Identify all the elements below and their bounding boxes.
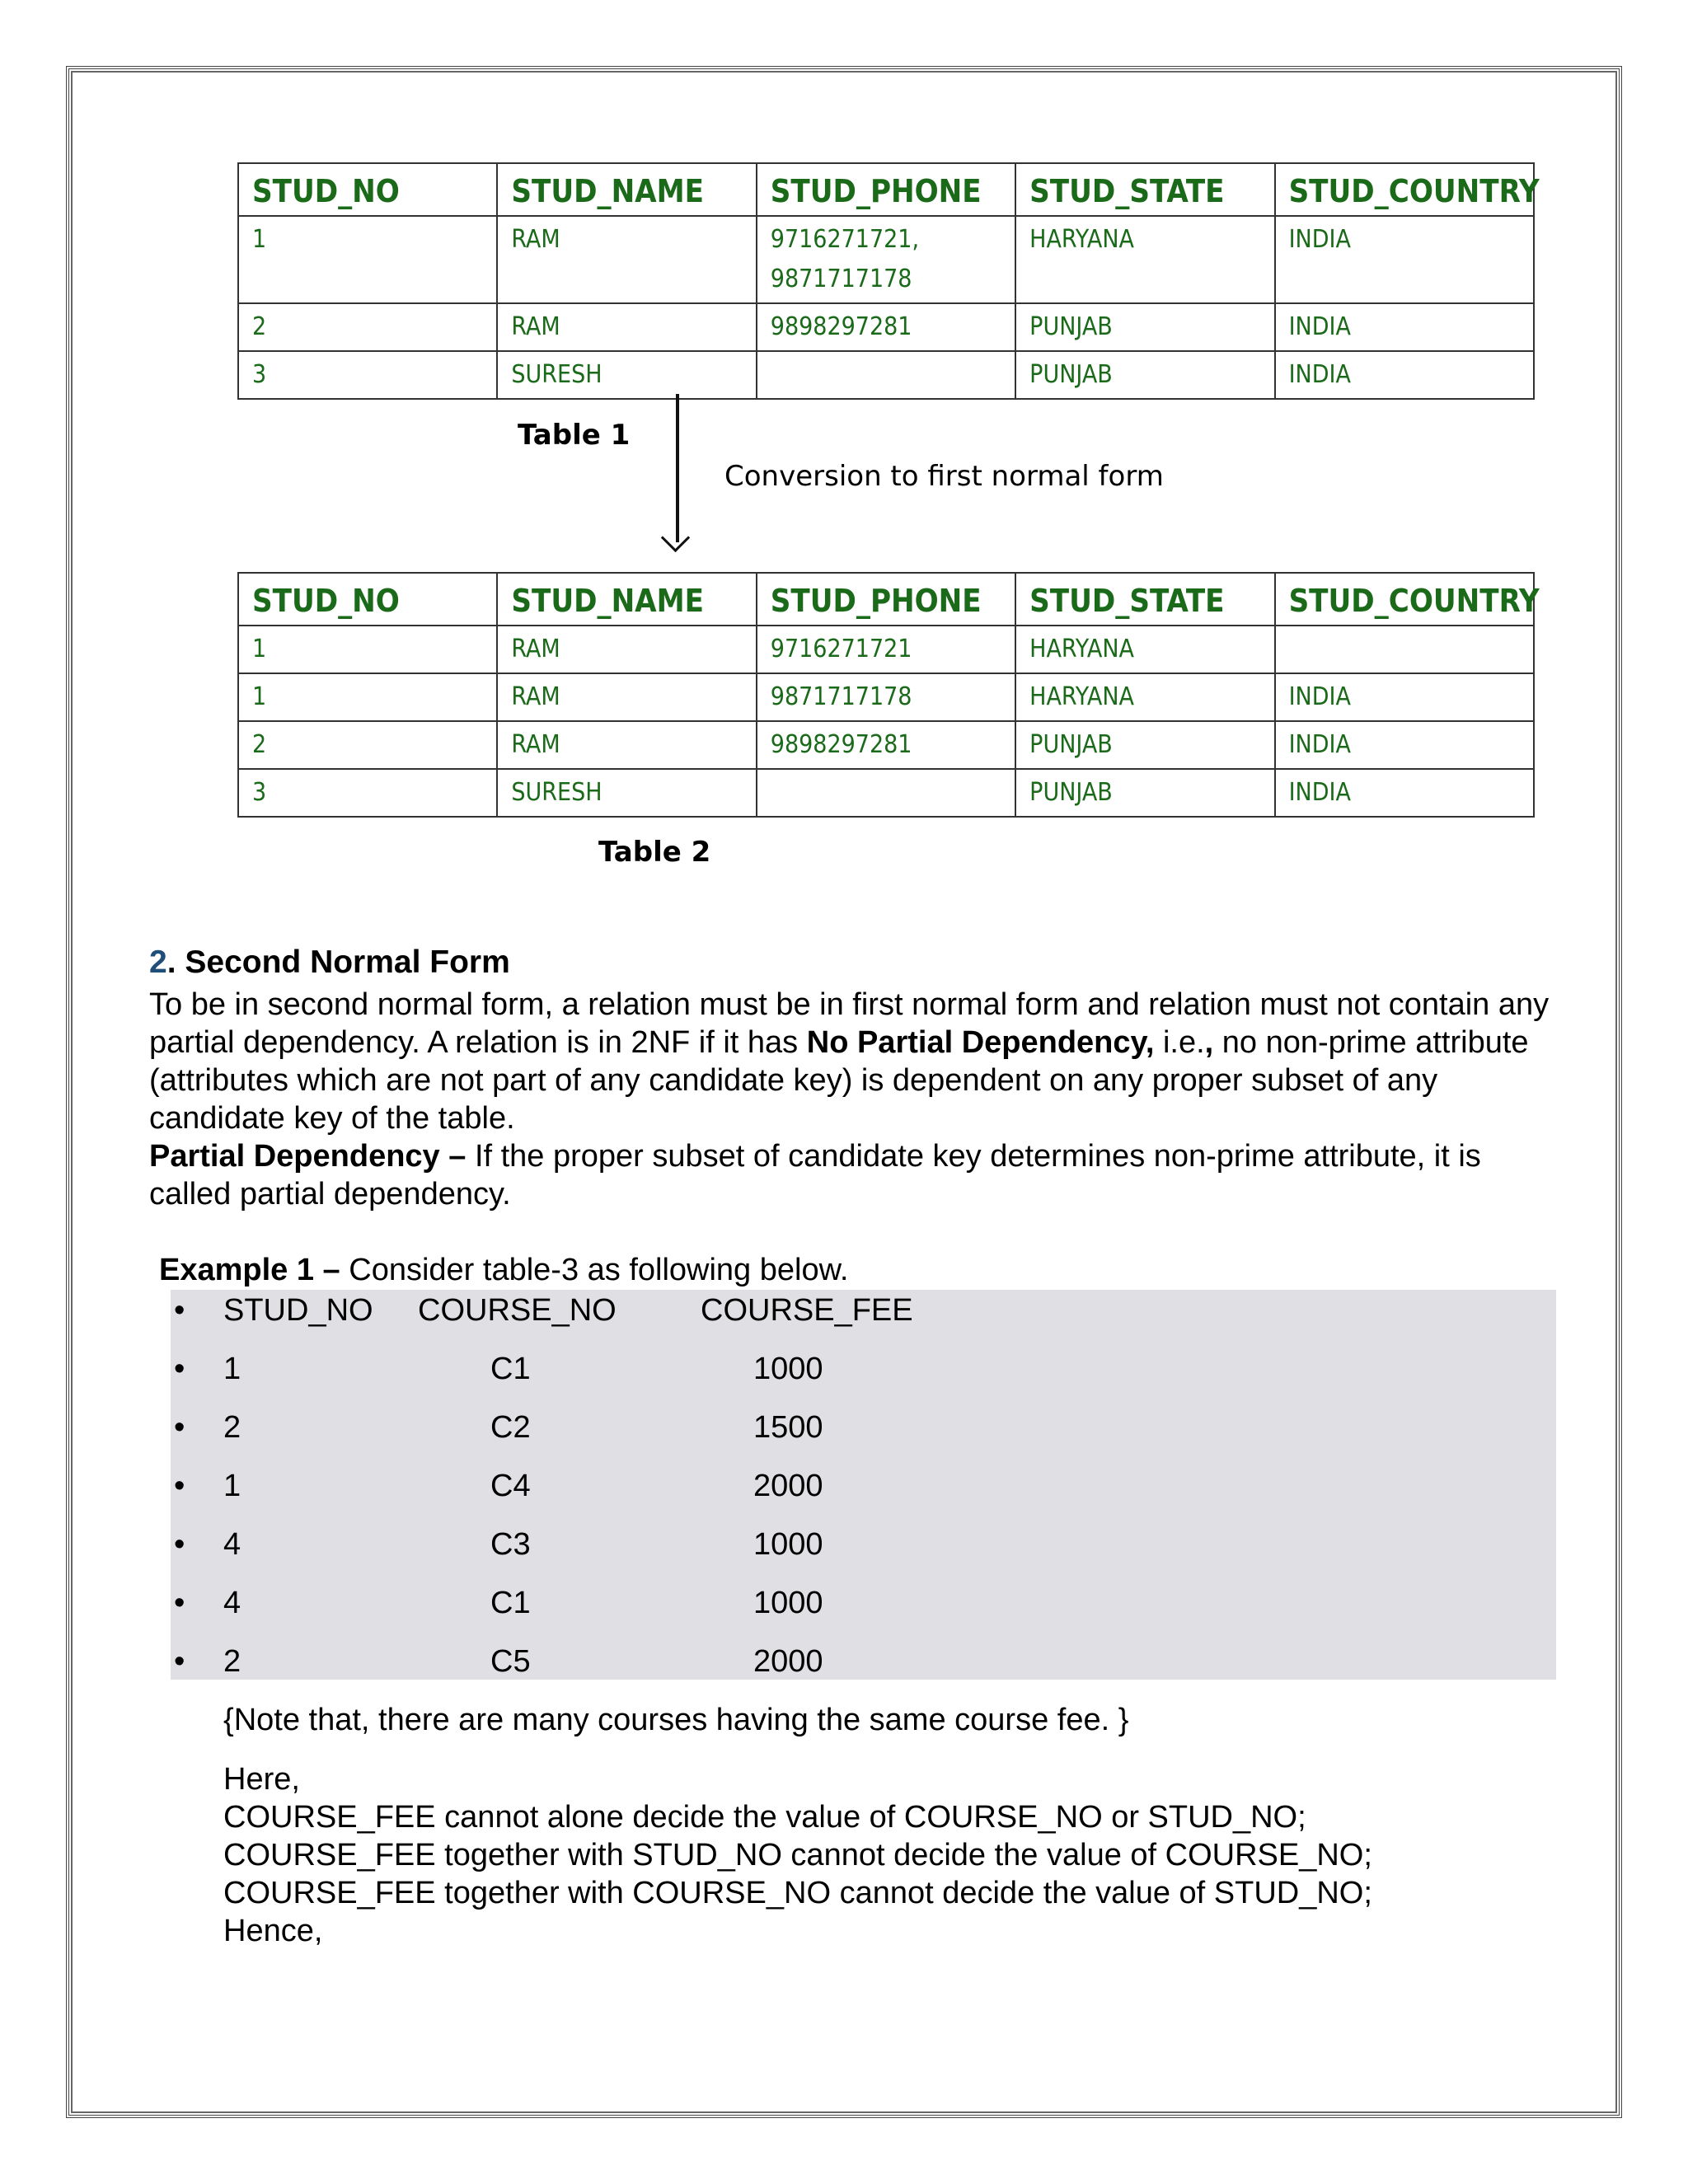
explanation [223, 1760, 1372, 1950]
list-cell: COURSE_FEE [701, 1293, 913, 1328]
bullet-icon: • [174, 1527, 185, 1562]
list-item [171, 1352, 1556, 1410]
text: , [1204, 1025, 1214, 1060]
table-cell: 9898297281 [757, 303, 1015, 351]
explanation-line: COURSE_FEE together with STUD_NO cannot decide the value of COURSE_NO; [223, 1838, 1372, 1872]
table-cell: INDIA [1275, 216, 1534, 303]
list-cell: 4 [223, 1527, 241, 1562]
column-header: STUD_COUNTRY [1275, 573, 1534, 626]
table-cell: RAM [497, 673, 756, 721]
list-cell: 1000 [753, 1527, 823, 1562]
list-cell: 4 [223, 1586, 241, 1620]
list-item [171, 1527, 1556, 1586]
note: {Note that, there are many courses having the same course fee. } [223, 1703, 1129, 1737]
column-header: STUD_STATE [1015, 163, 1274, 216]
list-cell: 1 [223, 1352, 241, 1386]
text: To be in second normal form, a relation must be in first normal form and relation must not contain any partial dependency. A relation is in 2NF if it has [149, 987, 1550, 1060]
table-cell: INDIA [1275, 769, 1534, 817]
list-item [171, 1586, 1556, 1644]
table-cell: INDIA [1275, 721, 1534, 769]
table-cell: 1 [238, 673, 497, 721]
list-cell: 2000 [753, 1469, 823, 1503]
table-row [238, 721, 1534, 769]
text: If the proper subset of candidate key determines non-prime attribute, it is called partial dependency. [149, 1139, 1481, 1212]
table-cell: 9716271721, 9871717178 [757, 216, 1015, 303]
table-cell [757, 351, 1015, 399]
table-row [238, 303, 1534, 351]
term: Partial Dependency – [149, 1139, 475, 1174]
list-cell: STUD_NO [223, 1293, 373, 1328]
list-cell: C1 [490, 1586, 531, 1620]
section-title: . Second Normal Form [166, 944, 510, 980]
table-cell: PUNJAB [1015, 303, 1274, 351]
column-header: STUD_PHONE [757, 163, 1015, 216]
table-cell: INDIA [1275, 303, 1534, 351]
list-cell: COURSE_NO [418, 1293, 617, 1328]
column-header: STUD_NO [238, 163, 497, 216]
example-label: Example 1 – [159, 1253, 349, 1287]
emphasis: No Partial Dependency, [806, 1025, 1155, 1060]
table-row [238, 216, 1534, 303]
list-cell: C1 [490, 1352, 531, 1386]
section-number: 2 [149, 944, 167, 980]
table-cell: RAM [497, 303, 756, 351]
table-cell: 2 [238, 303, 497, 351]
bullet-icon: • [174, 1586, 185, 1620]
text: no non-prime attribute (attributes which are not part of any candidate key) is dependent on any proper subset of any candidate key of the table. [149, 1025, 1529, 1136]
list-item [171, 1410, 1556, 1469]
table-row [238, 673, 1534, 721]
explanation-line: COURSE_FEE cannot alone decide the value of COURSE_NO or STUD_NO; [223, 1800, 1306, 1835]
table-cell: SURESH [497, 769, 756, 817]
column-header: STUD_COUNTRY [1275, 163, 1534, 216]
list-cell: 2 [223, 1644, 241, 1679]
explanation-line: Hence, [223, 1914, 323, 1948]
bullet-icon: • [174, 1293, 185, 1328]
table-cell: PUNJAB [1015, 351, 1274, 399]
table-cell [757, 769, 1015, 817]
list-cell: 1500 [753, 1410, 823, 1445]
table-cell: HARYANA [1015, 626, 1274, 673]
bullet-icon: • [174, 1352, 185, 1386]
list-cell: 2 [223, 1410, 241, 1445]
table-cell: 9716271721 [757, 626, 1015, 673]
column-header: STUD_STATE [1015, 573, 1274, 626]
explanation-line: COURSE_FEE together with COURSE_NO cannot decide the value of STUD_NO; [223, 1876, 1372, 1910]
list-cell: C5 [490, 1644, 531, 1679]
table-cell: RAM [497, 216, 756, 303]
table-cell: HARYANA [1015, 216, 1274, 303]
column-header: STUD_PHONE [757, 573, 1015, 626]
conversion-label: Conversion to first normal form [724, 460, 1164, 493]
table-row [238, 351, 1534, 399]
example-text: Consider table-3 as following below. [349, 1253, 849, 1287]
header-row [238, 573, 1534, 626]
list-cell: 2000 [753, 1644, 823, 1679]
bullet-icon: • [174, 1469, 185, 1503]
example-heading [159, 1253, 849, 1288]
column-header: STUD_NAME [497, 573, 756, 626]
table-cell: 1 [238, 626, 497, 673]
table-cell [1275, 626, 1534, 673]
column-header: STUD_NO [238, 573, 497, 626]
list-cell: 1000 [753, 1586, 823, 1620]
list-cell: 1 [223, 1469, 241, 1503]
definition-paragraph [149, 986, 1550, 1213]
bullet-icon: • [174, 1644, 185, 1679]
table-cell: INDIA [1275, 673, 1534, 721]
text: i.e. [1154, 1025, 1205, 1060]
list-cell: C2 [490, 1410, 531, 1445]
table-cell: SURESH [497, 351, 756, 399]
table-cell: PUNJAB [1015, 769, 1274, 817]
table-cell: PUNJAB [1015, 721, 1274, 769]
table-cell: 9871717178 [757, 673, 1015, 721]
table-cell: 2 [238, 721, 497, 769]
table-cell: INDIA [1275, 351, 1534, 399]
table-cell: 9898297281 [757, 721, 1015, 769]
table-cell: RAM [497, 721, 756, 769]
section-heading [149, 944, 510, 981]
table-1 [237, 162, 1540, 400]
table-2 [237, 572, 1540, 818]
list-item [171, 1644, 1556, 1703]
list-header-item [171, 1293, 1556, 1352]
list-cell: 1000 [753, 1352, 823, 1386]
table-row [238, 769, 1534, 817]
explanation-line: Here, [223, 1762, 300, 1797]
list-item [171, 1469, 1556, 1527]
list-cell: C4 [490, 1469, 531, 1503]
table-cell: 3 [238, 769, 497, 817]
list-cell: C3 [490, 1527, 531, 1562]
column-header: STUD_NAME [497, 163, 756, 216]
table-3-list [171, 1290, 1556, 1680]
table-cell: 3 [238, 351, 497, 399]
bullet-icon: • [174, 1410, 185, 1445]
table-cell: 1 [238, 216, 497, 303]
table-row [238, 626, 1534, 673]
header-row [238, 163, 1534, 216]
table-cell: RAM [497, 626, 756, 673]
table-1-label: Table 1 [518, 419, 631, 452]
table-2-label: Table 2 [598, 836, 711, 869]
table-cell: HARYANA [1015, 673, 1274, 721]
down-arrow-icon [676, 394, 679, 542]
